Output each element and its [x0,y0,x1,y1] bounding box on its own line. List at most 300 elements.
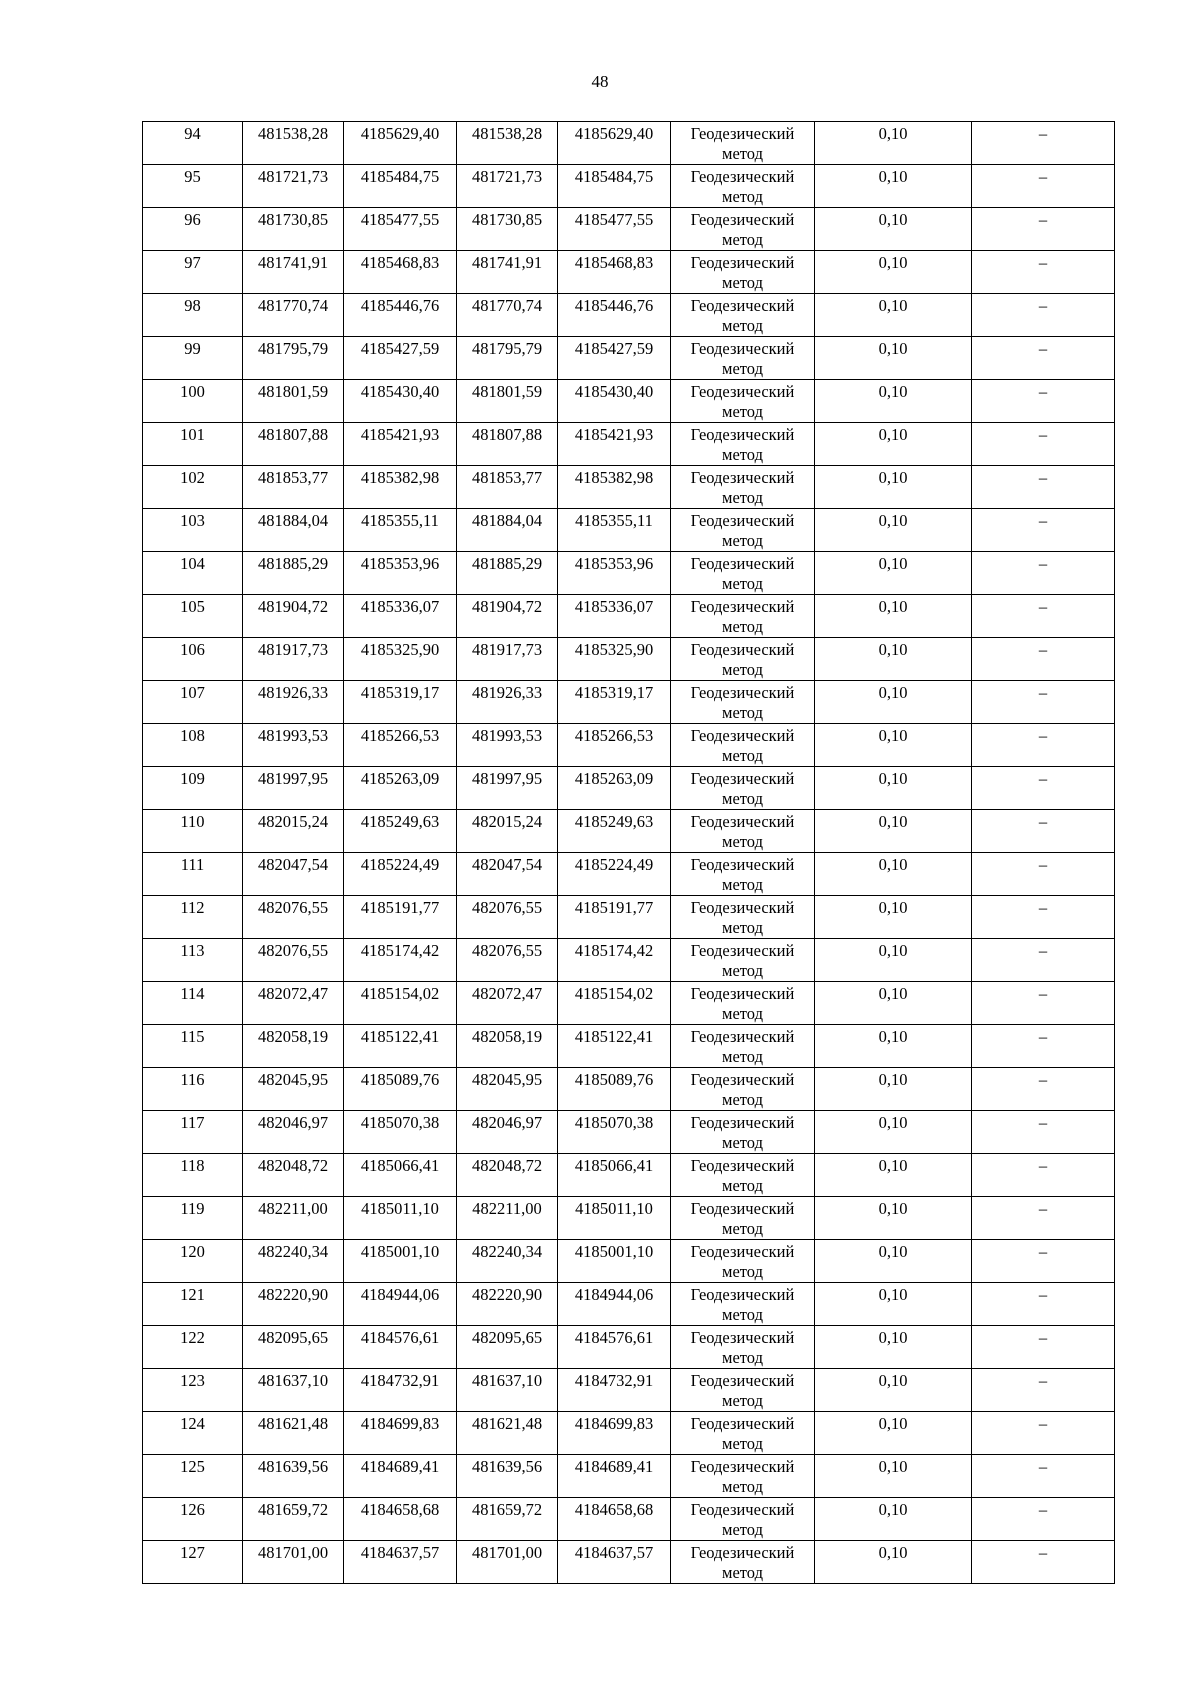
method-cell [671,380,815,423]
y-coordinate-cell [344,1283,457,1326]
point-number-text: 102 [180,468,205,487]
description-text: – [1038,210,1048,229]
precision-cell [815,1283,972,1326]
x-coordinate-new-text: 482045,95 [471,1070,543,1089]
x-coordinate-text: 481730,85 [257,210,329,229]
precision-text: 0,10 [878,812,908,831]
x-coordinate-cell [243,1154,344,1197]
method-cell [671,810,815,853]
precision-text: 0,10 [878,1543,908,1562]
x-coordinate-text: 482045,95 [257,1070,329,1089]
method-text: Геодезический метод [690,1328,795,1367]
point-number-cell [143,380,243,423]
x-coordinate-new-cell [457,1240,558,1283]
x-coordinate-cell [243,208,344,251]
precision-cell [815,1412,972,1455]
point-number-cell [143,767,243,810]
point-number-text: 103 [180,511,205,530]
description-text: – [1038,468,1048,487]
y-coordinate-new-cell [558,1154,671,1197]
method-cell [671,552,815,595]
point-number-text: 99 [184,339,201,358]
x-coordinate-new-text: 482095,65 [471,1328,543,1347]
y-coordinate-new-text: 4185477,55 [574,210,654,229]
y-coordinate-new-text: 4185355,11 [575,511,653,530]
y-coordinate-text: 4185477,55 [360,210,440,229]
x-coordinate-new-cell [457,1283,558,1326]
y-coordinate-new-cell [558,810,671,853]
y-coordinate-new-cell [558,1412,671,1455]
point-number-cell [143,1326,243,1369]
precision-text: 0,10 [878,1070,908,1089]
y-coordinate-new-cell [558,853,671,896]
x-coordinate-cell [243,1412,344,1455]
description-cell [972,1068,1115,1111]
method-text: Геодезический метод [690,1500,795,1539]
x-coordinate-cell [243,810,344,853]
method-text: Геодезический метод [690,769,795,808]
description-text: – [1038,597,1048,616]
y-coordinate-new-cell [558,294,671,337]
x-coordinate-new-cell [457,251,558,294]
y-coordinate-new-text: 4184689,41 [574,1457,654,1476]
x-coordinate-new-cell [457,294,558,337]
x-coordinate-text: 482211,00 [258,1199,328,1218]
y-coordinate-cell [344,1498,457,1541]
method-text: Геодезический метод [690,683,795,722]
y-coordinate-new-text: 4185266,53 [574,726,654,745]
method-text: Геодезический метод [690,1371,795,1410]
precision-text: 0,10 [878,1242,908,1261]
point-number-text: 114 [180,984,205,1003]
point-number-text: 113 [180,941,205,960]
x-coordinate-cell [243,853,344,896]
x-coordinate-cell [243,1111,344,1154]
x-coordinate-text: 482220,90 [257,1285,329,1304]
method-text: Геодезический метод [690,726,795,765]
x-coordinate-text: 482047,54 [257,855,329,874]
description-text: – [1038,124,1048,143]
x-coordinate-text: 481997,95 [257,769,329,788]
point-number-text: 119 [180,1199,205,1218]
table-row [143,1541,1115,1584]
x-coordinate-new-text: 481721,73 [471,167,543,186]
y-coordinate-text: 4185427,59 [360,339,440,358]
x-coordinate-cell [243,1240,344,1283]
x-coordinate-new-cell [457,853,558,896]
precision-cell [815,1111,972,1154]
point-number-cell [143,1068,243,1111]
x-coordinate-new-text: 482076,55 [471,941,543,960]
point-number-cell [143,165,243,208]
y-coordinate-cell [344,982,457,1025]
method-text: Геодезический метод [690,1414,795,1453]
method-cell [671,423,815,466]
method-cell [671,294,815,337]
coordinates-table [142,121,1115,1584]
point-number-text: 125 [180,1457,205,1476]
y-coordinate-new-cell [558,1068,671,1111]
y-coordinate-cell [344,165,457,208]
description-cell [972,1154,1115,1197]
x-coordinate-text: 481637,10 [257,1371,329,1390]
method-text: Геодезический метод [690,1070,795,1109]
method-cell [671,724,815,767]
method-cell [671,595,815,638]
precision-text: 0,10 [878,1199,908,1218]
point-number-cell [143,552,243,595]
method-text: Геодезический метод [690,167,795,206]
description-text: – [1038,1371,1048,1390]
point-number-cell [143,1498,243,1541]
point-number-text: 116 [180,1070,205,1089]
method-text: Геодезический метод [690,898,795,937]
y-coordinate-cell [344,380,457,423]
precision-cell [815,294,972,337]
x-coordinate-new-cell [457,724,558,767]
y-coordinate-cell [344,939,457,982]
y-coordinate-new-cell [558,939,671,982]
y-coordinate-new-cell [558,466,671,509]
description-text: – [1038,425,1048,444]
precision-text: 0,10 [878,554,908,573]
x-coordinate-new-text: 481904,72 [471,597,543,616]
precision-text: 0,10 [878,339,908,358]
table-row [143,595,1115,638]
y-coordinate-cell [344,767,457,810]
y-coordinate-new-cell [558,423,671,466]
method-cell [671,681,815,724]
x-coordinate-cell [243,552,344,595]
y-coordinate-text: 4185224,49 [360,855,440,874]
description-text: – [1038,554,1048,573]
table-row [143,1240,1115,1283]
x-coordinate-new-text: 481637,10 [471,1371,543,1390]
precision-text: 0,10 [878,253,908,272]
y-coordinate-cell [344,294,457,337]
method-text: Геодезический метод [690,597,795,636]
table-row [143,982,1115,1025]
table-row [143,337,1115,380]
x-coordinate-text: 482058,19 [257,1027,329,1046]
method-text: Геодезический метод [690,1027,795,1066]
x-coordinate-cell [243,1025,344,1068]
y-coordinate-text: 4184658,68 [360,1500,440,1519]
precision-text: 0,10 [878,683,908,702]
description-cell [972,122,1115,165]
precision-cell [815,208,972,251]
x-coordinate-new-text: 482047,54 [471,855,543,874]
table-row [143,724,1115,767]
y-coordinate-new-text: 4184732,91 [574,1371,654,1390]
description-text: – [1038,1070,1048,1089]
y-coordinate-new-text: 4185446,76 [574,296,654,315]
method-text: Геодезический метод [690,812,795,851]
x-coordinate-new-cell [457,552,558,595]
x-coordinate-cell [243,681,344,724]
x-coordinate-text: 481721,73 [257,167,329,186]
precision-text: 0,10 [878,769,908,788]
method-cell [671,1326,815,1369]
x-coordinate-text: 481795,79 [257,339,329,358]
precision-text: 0,10 [878,468,908,487]
x-coordinate-new-text: 481997,95 [471,769,543,788]
point-number-cell [143,1369,243,1412]
x-coordinate-text: 481885,29 [257,554,329,573]
method-text: Геодезический метод [690,339,795,378]
method-cell [671,1197,815,1240]
y-coordinate-text: 4185484,75 [360,167,440,186]
precision-text: 0,10 [878,1500,908,1519]
x-coordinate-new-text: 481885,29 [471,554,543,573]
x-coordinate-new-text: 482211,00 [472,1199,542,1218]
y-coordinate-new-text: 4184944,06 [574,1285,654,1304]
table-row [143,1068,1115,1111]
precision-cell [815,1498,972,1541]
y-coordinate-new-cell [558,165,671,208]
y-coordinate-new-cell [558,1498,671,1541]
y-coordinate-new-text: 4185353,96 [574,554,654,573]
x-coordinate-new-text: 481926,33 [471,683,543,702]
table-row [143,810,1115,853]
method-cell [671,767,815,810]
description-cell [972,681,1115,724]
y-coordinate-new-text: 4185484,75 [574,167,654,186]
x-coordinate-text: 481884,04 [257,511,329,530]
method-text: Геодезический метод [690,1543,795,1582]
x-coordinate-cell [243,1068,344,1111]
y-coordinate-cell [344,1326,457,1369]
precision-text: 0,10 [878,941,908,960]
x-coordinate-new-text: 482015,24 [471,812,543,831]
x-coordinate-cell [243,1369,344,1412]
y-coordinate-cell [344,423,457,466]
point-number-text: 94 [184,124,201,143]
x-coordinate-new-text: 481741,91 [471,253,543,272]
table-row [143,1197,1115,1240]
point-number-cell [143,251,243,294]
x-coordinate-new-cell [457,380,558,423]
y-coordinate-new-cell [558,1283,671,1326]
point-number-cell [143,423,243,466]
precision-cell [815,638,972,681]
precision-cell [815,1541,972,1584]
point-number-text: 123 [180,1371,205,1390]
x-coordinate-text: 482076,55 [257,898,329,917]
x-coordinate-new-text: 481917,73 [471,640,543,659]
description-text: – [1038,1113,1048,1132]
x-coordinate-text: 481904,72 [257,597,329,616]
y-coordinate-new-text: 4185468,83 [574,253,654,272]
precision-text: 0,10 [878,124,908,143]
y-coordinate-text: 4185421,93 [360,425,440,444]
y-coordinate-cell [344,208,457,251]
description-cell [972,1240,1115,1283]
table-row [143,1455,1115,1498]
point-number-cell [143,982,243,1025]
description-cell [972,1283,1115,1326]
point-number-cell [143,681,243,724]
x-coordinate-new-text: 481659,72 [471,1500,543,1519]
table-row [143,294,1115,337]
description-text: – [1038,1457,1048,1476]
y-coordinate-cell [344,1025,457,1068]
description-text: – [1038,167,1048,186]
y-coordinate-new-cell [558,552,671,595]
point-number-text: 110 [180,812,205,831]
y-coordinate-text: 4184699,83 [360,1414,440,1433]
y-coordinate-text: 4185629,40 [360,124,440,143]
description-text: – [1038,1242,1048,1261]
method-cell [671,1111,815,1154]
x-coordinate-new-text: 481639,56 [471,1457,543,1476]
table-row [143,896,1115,939]
y-coordinate-new-text: 4185070,38 [574,1113,654,1132]
y-coordinate-new-cell [558,595,671,638]
x-coordinate-text: 482240,34 [257,1242,329,1261]
table-row [143,1154,1115,1197]
method-cell [671,208,815,251]
point-number-text: 112 [180,898,205,917]
method-cell [671,1283,815,1326]
x-coordinate-cell [243,724,344,767]
y-coordinate-text: 4185446,76 [360,296,440,315]
x-coordinate-text: 482076,55 [257,941,329,960]
x-coordinate-new-cell [457,423,558,466]
y-coordinate-new-text: 4185421,93 [574,425,654,444]
y-coordinate-new-cell [558,638,671,681]
x-coordinate-new-cell [457,1455,558,1498]
x-coordinate-new-text: 482220,90 [471,1285,543,1304]
x-coordinate-text: 481993,53 [257,726,329,745]
x-coordinate-text: 482095,65 [257,1328,329,1347]
x-coordinate-text: 481807,88 [257,425,329,444]
y-coordinate-new-text: 4185427,59 [574,339,654,358]
y-coordinate-text: 4185066,41 [360,1156,440,1175]
x-coordinate-cell [243,122,344,165]
y-coordinate-cell [344,853,457,896]
precision-cell [815,1326,972,1369]
x-coordinate-cell [243,595,344,638]
method-cell [671,1369,815,1412]
y-coordinate-cell [344,595,457,638]
y-coordinate-cell [344,1541,457,1584]
description-cell [972,165,1115,208]
point-number-text: 126 [180,1500,205,1519]
description-text: – [1038,511,1048,530]
table-row [143,1111,1115,1154]
x-coordinate-cell [243,939,344,982]
x-coordinate-cell [243,423,344,466]
y-coordinate-new-cell [558,1326,671,1369]
description-cell [972,638,1115,681]
y-coordinate-text: 4185191,77 [360,898,440,917]
y-coordinate-cell [344,552,457,595]
point-number-text: 117 [180,1113,205,1132]
x-coordinate-new-text: 482076,55 [471,898,543,917]
description-cell [972,724,1115,767]
y-coordinate-cell [344,1369,457,1412]
method-cell [671,896,815,939]
x-coordinate-new-cell [457,1326,558,1369]
y-coordinate-new-cell [558,1025,671,1068]
precision-text: 0,10 [878,511,908,530]
precision-text: 0,10 [878,210,908,229]
description-text: – [1038,1199,1048,1218]
y-coordinate-new-text: 4185122,41 [574,1027,654,1046]
description-text: – [1038,339,1048,358]
x-coordinate-new-cell [457,1111,558,1154]
y-coordinate-cell [344,1154,457,1197]
y-coordinate-new-cell [558,509,671,552]
precision-text: 0,10 [878,855,908,874]
method-text: Геодезический метод [690,253,795,292]
precision-cell [815,767,972,810]
y-coordinate-text: 4185263,09 [360,769,440,788]
precision-text: 0,10 [878,984,908,1003]
method-text: Геодезический метод [690,1156,795,1195]
description-text: – [1038,382,1048,401]
y-coordinate-new-cell [558,1111,671,1154]
description-cell [972,380,1115,423]
y-coordinate-text: 4185319,17 [360,683,440,702]
point-number-text: 127 [180,1543,205,1562]
x-coordinate-cell [243,509,344,552]
method-cell [671,251,815,294]
precision-text: 0,10 [878,296,908,315]
precision-text: 0,10 [878,898,908,917]
table-row [143,1498,1115,1541]
table-row [143,208,1115,251]
method-text: Геодезический метод [690,1285,795,1324]
description-text: – [1038,253,1048,272]
precision-cell [815,251,972,294]
x-coordinate-new-cell [457,208,558,251]
y-coordinate-text: 4185001,10 [360,1242,440,1261]
x-coordinate-text: 481659,72 [257,1500,329,1519]
precision-cell [815,552,972,595]
y-coordinate-cell [344,509,457,552]
x-coordinate-new-cell [457,1412,558,1455]
precision-text: 0,10 [878,1027,908,1046]
description-cell [972,939,1115,982]
method-text: Геодезический метод [690,554,795,593]
y-coordinate-cell [344,122,457,165]
point-number-cell [143,853,243,896]
x-coordinate-text: 482048,72 [257,1156,329,1175]
x-coordinate-text: 481917,73 [257,640,329,659]
y-coordinate-text: 4185070,38 [360,1113,440,1132]
x-coordinate-new-text: 482048,72 [471,1156,543,1175]
point-number-cell [143,208,243,251]
x-coordinate-text: 481770,74 [257,296,329,315]
x-coordinate-cell [243,896,344,939]
x-coordinate-text: 481853,77 [257,468,329,487]
method-text: Геодезический метод [690,1199,795,1238]
y-coordinate-cell [344,1197,457,1240]
x-coordinate-cell [243,767,344,810]
x-coordinate-new-cell [457,466,558,509]
y-coordinate-text: 4185355,11 [361,511,439,530]
x-coordinate-new-text: 481701,00 [471,1543,543,1562]
method-text: Геодезический метод [690,984,795,1023]
x-coordinate-new-cell [457,767,558,810]
x-coordinate-new-text: 481884,04 [471,511,543,530]
description-cell [972,767,1115,810]
method-cell [671,1154,815,1197]
y-coordinate-text: 4185336,07 [360,597,440,616]
x-coordinate-new-cell [457,122,558,165]
